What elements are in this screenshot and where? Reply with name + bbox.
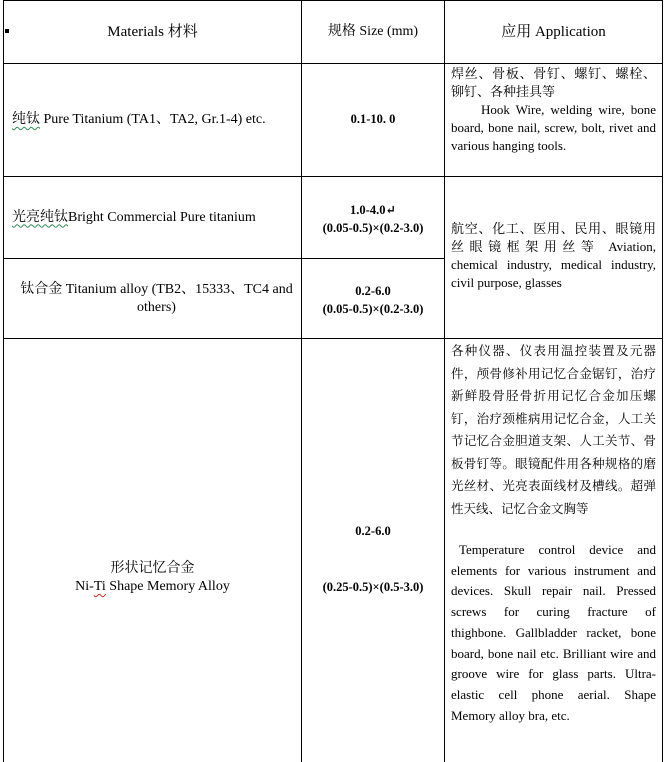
application-pure-titanium [445, 65, 662, 176]
spec-line-1: 1.0-4.0↵ [350, 203, 396, 217]
spec-line-1: 0.2-6.0 [355, 284, 391, 298]
spec-shape-memory-line-1: 0.2-6.0 [355, 524, 391, 538]
spec-line-2: (0.05-0.5)×(0.2-3.0) [322, 302, 424, 316]
material-en-label: Pure Titanium (TA1、TA2, Gr.1-4) etc. [40, 112, 266, 127]
application-en: Hook Wire, welding wire, bone board, bone nail, screw, bolt, rivet and various hanging tools. [451, 102, 656, 153]
material-cn-label: 光亮纯钛 [12, 209, 68, 225]
application-shape-memory [445, 340, 662, 762]
application-en: Temperature control device and elements for various instrument and devices. Skull repair nail. Pressed screws for curing fracture of thighbone. Gallbladder racket, bone board, bone nail etc. Brilliant wire and groove wire for glass parts. Ultra-elastic cell phone aerial. Shape Memory alloy bra, etc. [451, 542, 656, 723]
application-cn: 焊丝、骨板、骨钉、螺钉、螺栓、铆钉、各种挂具等 [451, 66, 656, 99]
material-cn-label: 纯钛 [12, 112, 40, 127]
spec-bright-titanium [302, 201, 444, 241]
header-spec: 规格 Size (mm) [327, 24, 419, 39]
material-en-label [4, 578, 301, 596]
application-aviation: 航空、化工、医用、民用、眼镜用丝眼镜框架用丝等 Aviation, chemical industry, medical industry, civil purpose, glasses [451, 221, 656, 290]
row-divider-3 [3, 338, 663, 339]
material-en-label: Bright Commercial Pure titanium [68, 209, 256, 225]
spec-shape-memory-line-2: (0.25-0.5)×(0.5-3.0) [322, 580, 424, 594]
application-cn: 各种仪器、仪表用温控装置及元器件，颅骨修补用记忆合金锯钉，治疗新鲜股骨胫骨折用记忆合金加压螺钉，治疗颈椎病用记忆合金，人工关节记忆合金胆道支架、人工关节、骨板骨钉等。眼镜配件用各种规格的磨光丝材、光亮表面线材及槽线。超弹性天线、记忆合金文胸等 [451, 343, 656, 516]
header-materials: Materials 材料 [107, 24, 198, 40]
material-titanium-alloy [12, 259, 301, 338]
material-en-part: Ti [93, 579, 106, 594]
material-bright-titanium [12, 177, 301, 258]
material-en-part: Ni- [75, 579, 94, 594]
table-border-left [3, 0, 4, 762]
material-cn-label: 形状记忆合金 [110, 561, 195, 576]
material-shape-memory-alloy [4, 560, 301, 604]
material-pure-titanium [12, 64, 301, 176]
header-application: 应用 Application [501, 24, 606, 40]
spec-line-2: (0.05-0.5)×(0.2-3.0) [322, 221, 424, 235]
material-en-label: Titanium alloy (TB2、15333、TC4 and others) [62, 281, 293, 315]
paragraph-gap [451, 520, 656, 540]
spec-pure-titanium: 0.1-10. 0 [350, 112, 396, 126]
material-cn-label: 钛合金 [20, 281, 63, 297]
material-en-part: Shape Memory Alloy [105, 579, 230, 594]
spec-titanium-alloy [302, 282, 444, 322]
table-border-right [662, 0, 663, 762]
